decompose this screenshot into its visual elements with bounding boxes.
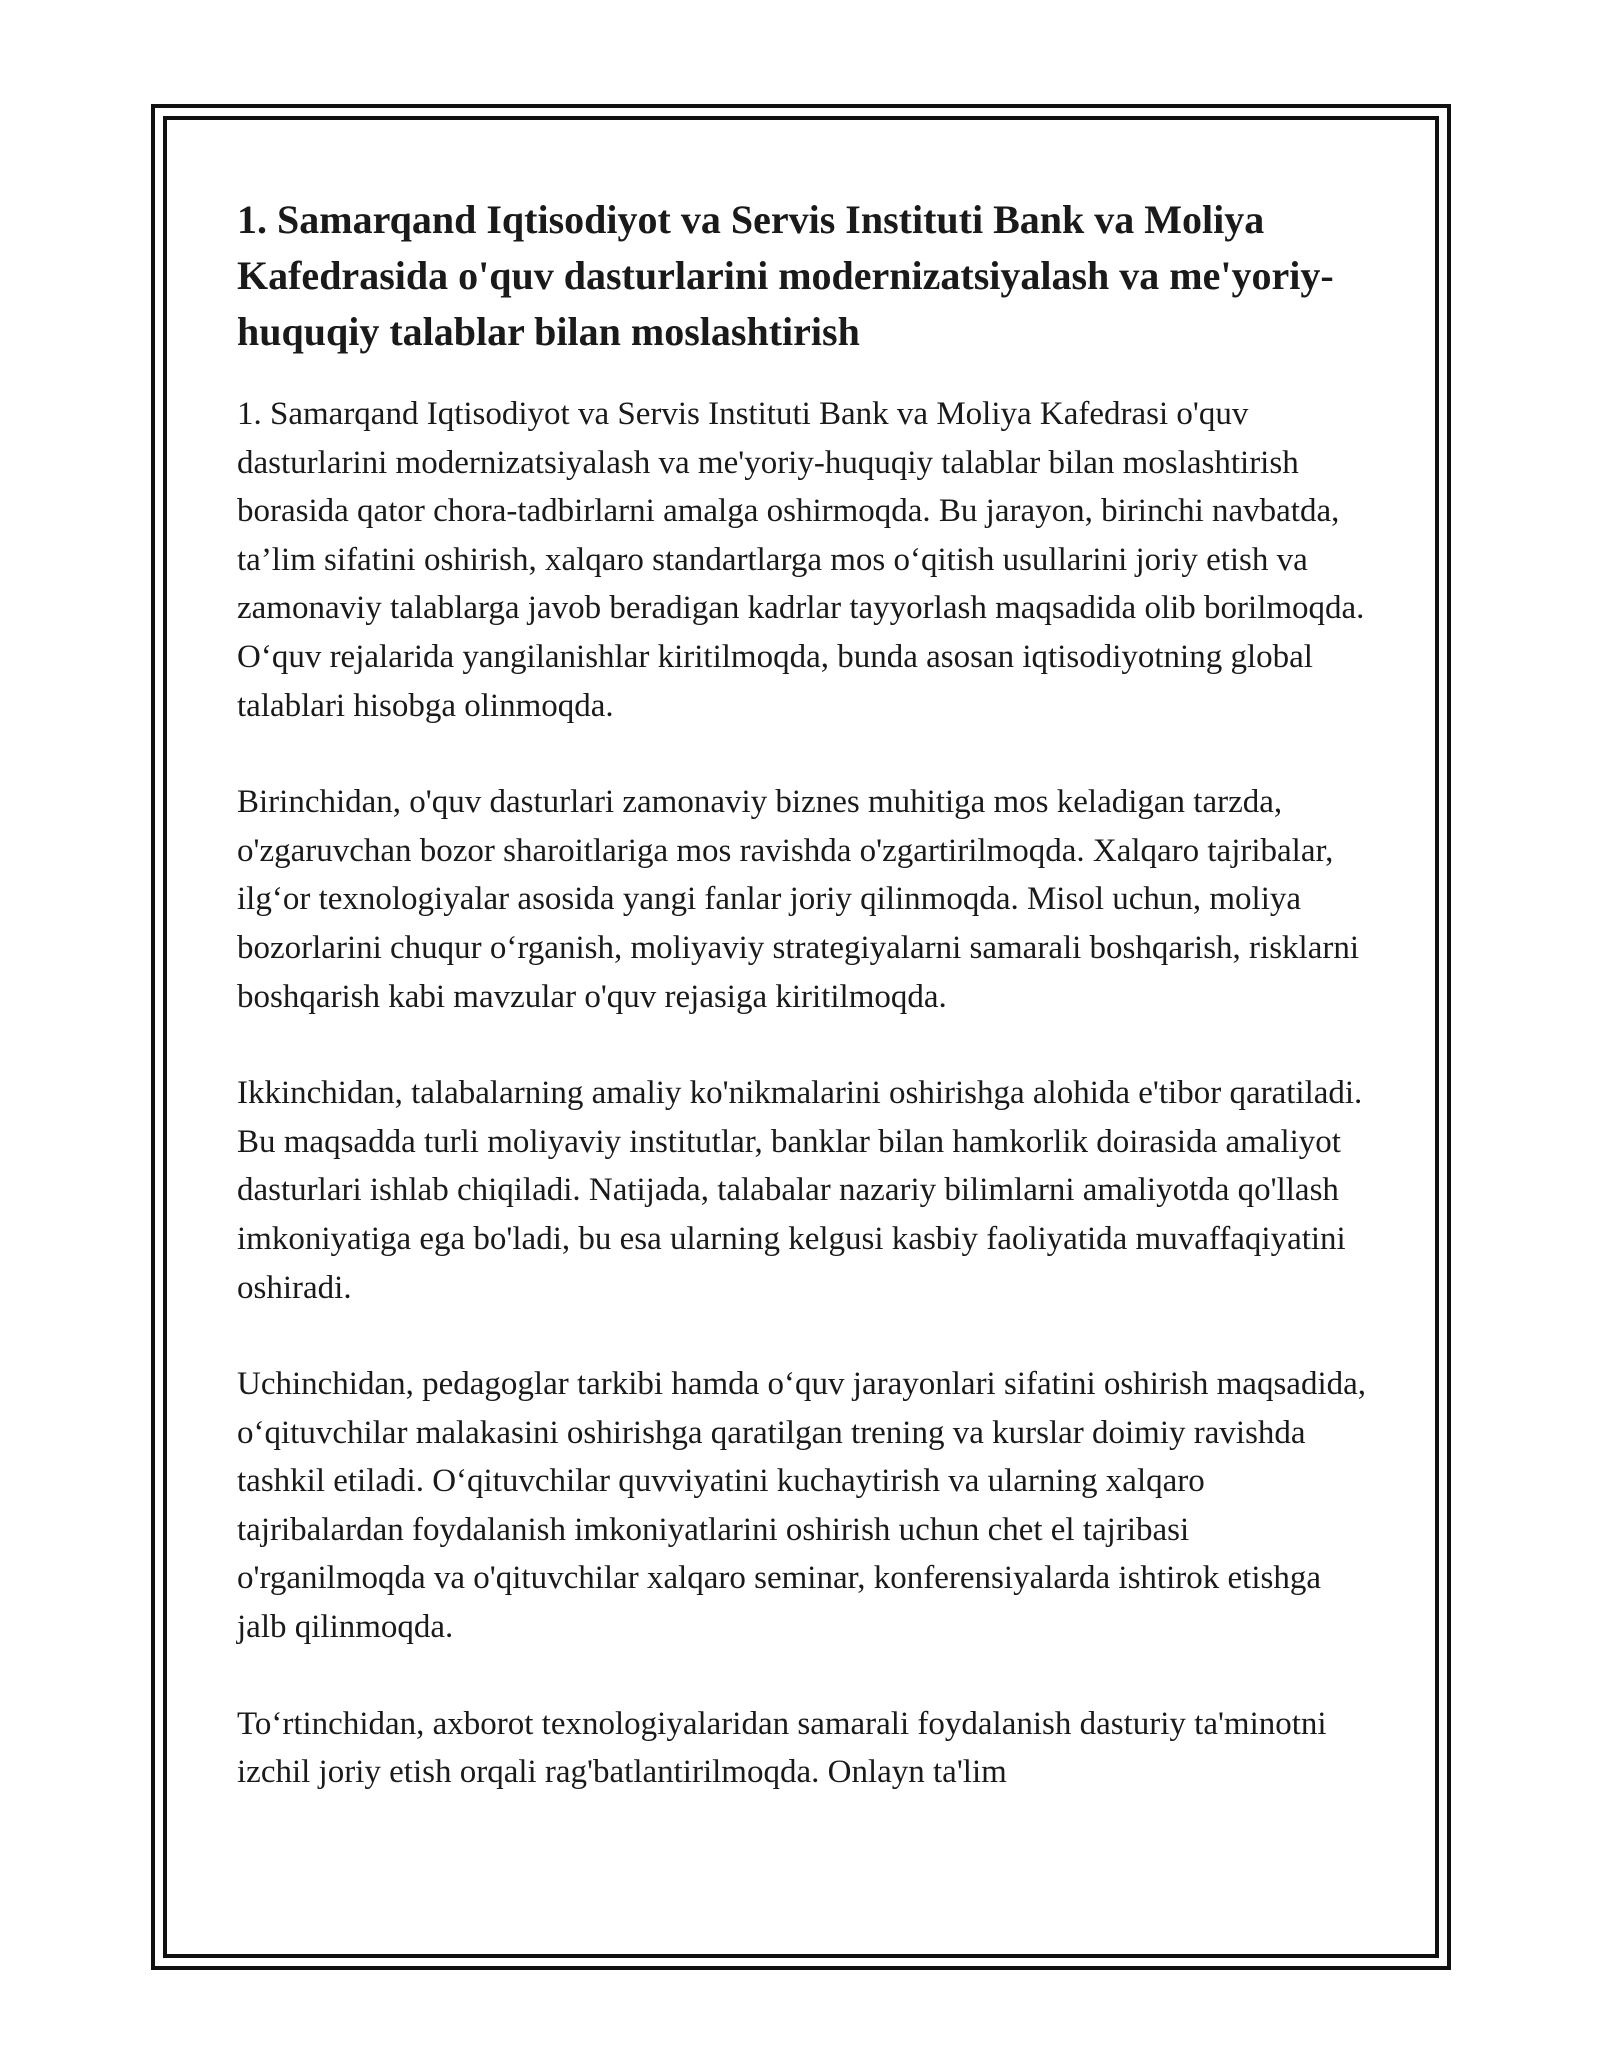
paragraph-first: Birinchidan, o'quv dasturlari zamonaviy biznes muhitiga mos keladigan tarzda, o'zgaruvchan bozor sharoitlariga mos ravishda o'zgartirilmoqda. Xalqaro tajribalar, ilg‘or texnologiyalar asosida yangi fanlar joriy qilinmoqda. Misol uchun, moliya bozorlarini chuqur o‘rganish, moliyaviy strategiyalarni samarali boshqarish, risklarni boshqarish kabi mavzular o'quv rejasiga kiritilmoqda.: [237, 784, 1360, 1015]
paragraph-intro: 1. Samarqand Iqtisodiyot va Servis Instituti Bank va Moliya Kafedrasi o'quv dasturlarini modernizatsiyalash va me'yoriy-huquqiy talablar bilan moslashtirish borasida qator chora-tadbirlarni amalga oshirmoqda. Bu jarayon, birinchi navbatda, ta’lim sifatini oshirish, xalqaro standartlarga mos o‘qitish usullarini joriy etish va zamonaviy talablarga javob beradigan kadrlar tayyorlash maqsadida olib borilmoqda. O‘quv rejalarida yangilanishlar kiritilmoqda, bunda asosan iqtisodiyotning global talablari hisobga olinmoqda.: [237, 396, 1365, 724]
paragraph-fourth: To‘rtinchidan, axborot texnologiyalaridan samarali foydalanish dasturiy ta'minotni izchil joriy etish orqali rag'batlantirilmoqda. Onlayn ta'lim: [237, 1705, 1327, 1791]
document-content: [237, 192, 1367, 1845]
page-border-outer: [151, 104, 1451, 1970]
document-heading: 1. Samarqand Iqtisodiyot va Servis Instituti Bank va Moliya Kafedrasida o'quv dasturlarini modernizatsiyalash va me'yoriy-huquqiy talablar bilan moslashtirish: [237, 197, 1334, 354]
paragraph-third: Uchinchidan, pedagoglar tarkibi hamda o‘quv jarayonlari sifatini oshirish maqsadida, o‘qituvchilar malakasini oshirishga qaratilgan trening va kurslar doimiy ravishda tashkil etiladi. O‘qituvchilar quvviyatini kuchaytirish va ularning xalqaro tajribalardan foydalanish imkoniyatlarini oshirish uchun chet el tajribasi o'rganilmoqda va o'qituvchilar xalqaro seminar, konferensiyalarda ishtirok etishga jalb qilinmoqda.: [237, 1366, 1367, 1646]
paragraph-second: Ikkinchidan, talabalarning amaliy ko'nikmalarini oshirishga alohida e'tibor qaratiladi. Bu maqsadda turli moliyaviy institutlar, banklar bilan hamkorlik doirasida amaliyot dasturlari ishlab chiqiladi. Natijada, talabalar nazariy bilimlarni amaliyotda qo'llash imkoniyatiga ega bo'ladi, bu esa ularning kelgusi kasbiy faoliyatida muvaffaqiyatini oshiradi.: [237, 1075, 1363, 1306]
